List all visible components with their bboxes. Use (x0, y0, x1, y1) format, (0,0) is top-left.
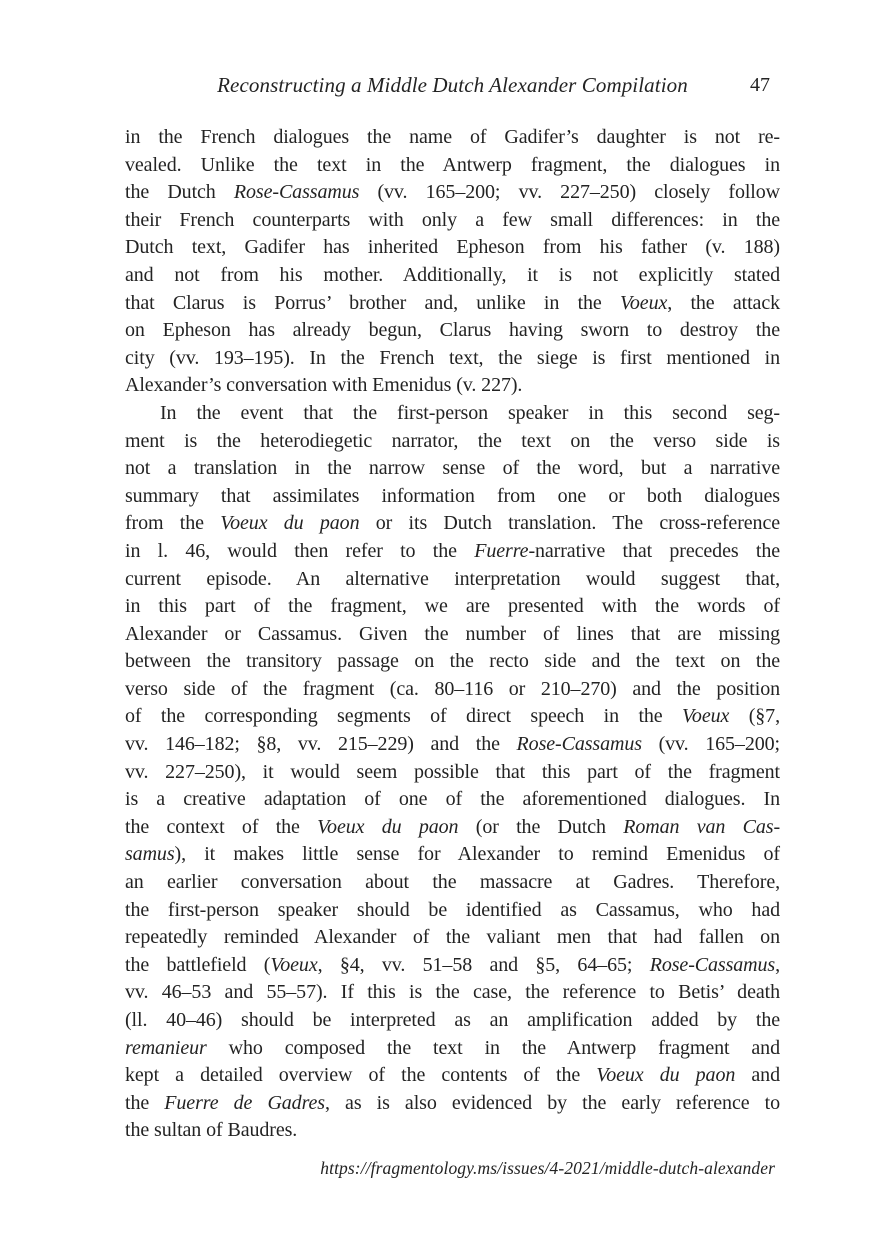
text-run: (vv. 165–200; vv. 227–250) closely follow (359, 181, 780, 204)
text-run: the (125, 1091, 165, 1114)
text-line (125, 924, 780, 952)
text-line (125, 897, 780, 925)
text-run: the first-person speaker should be identified as Cassamus, who had (125, 898, 780, 921)
text-run: the Dutch (125, 181, 234, 204)
text-run: Dutch text, Gadifer has inherited Epheson from his father (v. 188) (125, 236, 780, 259)
text-line (125, 428, 780, 456)
text-run: current episode. An alternative interpretation would suggest that, (125, 567, 780, 590)
text-line (125, 952, 780, 980)
text-run: that Clarus is Porrus’ brother and, unlike in the (125, 291, 620, 314)
text-run: from the (125, 512, 221, 535)
text-line (125, 621, 780, 649)
text-line (125, 372, 780, 400)
italic-run: samus (125, 843, 175, 866)
italic-run: Voeux (270, 953, 318, 976)
text-run: (vv. 165–200; (641, 733, 780, 756)
text-line (125, 1035, 780, 1063)
text-line (125, 731, 780, 759)
text-run: or its Dutch translation. The cross-reference (359, 512, 780, 535)
text-run: and (735, 1064, 780, 1087)
text-run: the battlefield ( (125, 953, 271, 976)
text-line (125, 676, 780, 704)
text-line (125, 703, 780, 731)
italic-run: Voeux du paon (220, 512, 360, 535)
text-line (125, 759, 780, 787)
text-line (125, 1062, 780, 1090)
italic-run: Fuerre (474, 539, 529, 562)
text-line (125, 510, 780, 538)
text-line (125, 124, 780, 152)
text-run: is a creative adaptation of one of the aforementioned dialogues. In (125, 788, 780, 811)
italic-run: Fuerre de Gadres (164, 1091, 325, 1114)
text-run: in this part of the fragment, we are presented with the words of (125, 595, 780, 618)
text-run: their French counterparts with only a few small differences: in the (125, 208, 780, 231)
text-line (125, 400, 780, 428)
text-run: vv. 146–182; §8, vv. 215–229) and the (125, 733, 517, 756)
text-line (125, 345, 780, 373)
text-run: between the transitory passage on the recto side and the text on the (125, 650, 780, 673)
text-line (125, 593, 780, 621)
italic-run: Rose-Cassamus (233, 181, 360, 204)
text-run: , the attack (667, 291, 781, 314)
text-run: In the event that the first-person speaker in this second seg- (160, 401, 780, 424)
text-line (125, 207, 780, 235)
text-run: -narrative that precedes the (528, 539, 780, 562)
text-line (125, 179, 780, 207)
text-line (125, 786, 780, 814)
text-run: ), it makes little sense for Alexander to remind Emenidus of (174, 843, 780, 866)
text-run: vv. 46–53 and 55–57). If this is the case, the reference to Betis’ death (125, 981, 780, 1004)
text-run: , (775, 953, 780, 976)
text-line (125, 1090, 780, 1118)
italic-run: Voeux (620, 291, 668, 314)
text-line (125, 841, 780, 869)
text-line (125, 262, 780, 290)
body-text (125, 124, 780, 1145)
text-run: (§7, (729, 705, 780, 728)
text-line (125, 290, 780, 318)
text-line (125, 317, 780, 345)
text-run: the sultan of Baudres. (125, 1119, 298, 1142)
text-run: (ll. 40–46) should be interpreted as an amplification added by the (125, 1009, 780, 1031)
text-run: verso side of the fragment (ca. 80–116 or 210–270) and the position (125, 677, 780, 700)
text-run: , §4, vv. 51–58 and §5, 64–65; (317, 953, 650, 976)
text-run: summary that assimilates information from one or both dialogues (125, 484, 780, 507)
text-run: the context of the (125, 815, 318, 838)
italic-run: Voeux du paon (596, 1064, 736, 1087)
italic-run: Rose-Cassamus (516, 733, 642, 756)
text-run: on Epheson has already begun, Clarus having sworn to destroy the (125, 319, 780, 342)
text-run: (or the Dutch (458, 815, 624, 838)
text-line (125, 869, 780, 897)
italic-run: Voeux du paon (317, 815, 459, 838)
text-line (125, 648, 780, 676)
footer-url-link[interactable]: https://fragmentology.ms/issues/4-2021/middle-dutch-alexander (320, 1158, 775, 1178)
text-run: an earlier conversation about the massacre at Gadres. Therefore, (125, 871, 780, 894)
text-run: of the corresponding segments of direct speech in the (125, 705, 683, 728)
text-line (125, 538, 780, 566)
text-run: kept a detailed overview of the contents of the (125, 1064, 597, 1087)
text-run: Alexander’s conversation with Emenidus (v. 227). (125, 374, 523, 397)
italic-run: Voeux (682, 705, 730, 728)
text-run: ment is the heterodiegetic narrator, the text on the verso side is (125, 429, 780, 452)
running-head (125, 71, 780, 99)
text-run: city (vv. 193–195). In the French text, the siege is first mentioned in (125, 346, 780, 369)
text-run: who composed the text in the Antwerp fragment and (206, 1036, 780, 1059)
text-line (125, 979, 780, 1007)
page-number: 47 (750, 74, 770, 96)
text-run: vv. 227–250), it would seem possible that this part of the fragment (125, 760, 780, 783)
text-line (125, 1007, 780, 1035)
text-line (125, 152, 780, 180)
text-run: Alexander or Cassamus. Given the number of lines that are missing (125, 622, 780, 645)
text-line (125, 234, 780, 262)
running-head-title: Reconstructing a Middle Dutch Alexander Compilation (217, 73, 688, 97)
italic-run: Roman van Cas- (623, 815, 780, 838)
text-run: in the French dialogues the name of Gadifer’s daughter is not re- (125, 126, 780, 148)
text-line (125, 1117, 780, 1145)
text-run: , as is also evidenced by the early reference to (325, 1091, 780, 1114)
italic-run: Rose-Cassamus (649, 953, 776, 976)
text-run: and not from his mother. Additionally, it is not explicitly stated (125, 263, 780, 286)
text-run: vealed. Unlike the text in the Antwerp fragment, the dialogues in (125, 153, 780, 176)
text-run: not a translation in the narrow sense of the word, but a narrative (125, 457, 780, 480)
text-line (125, 483, 780, 511)
text-line (125, 566, 780, 594)
text-line (125, 455, 780, 483)
text-line (125, 814, 780, 842)
italic-run: remanieur (125, 1036, 207, 1059)
text-run: in l. 46, would then refer to the (125, 539, 475, 562)
text-run: repeatedly reminded Alexander of the valiant men that had fallen on (125, 926, 780, 949)
